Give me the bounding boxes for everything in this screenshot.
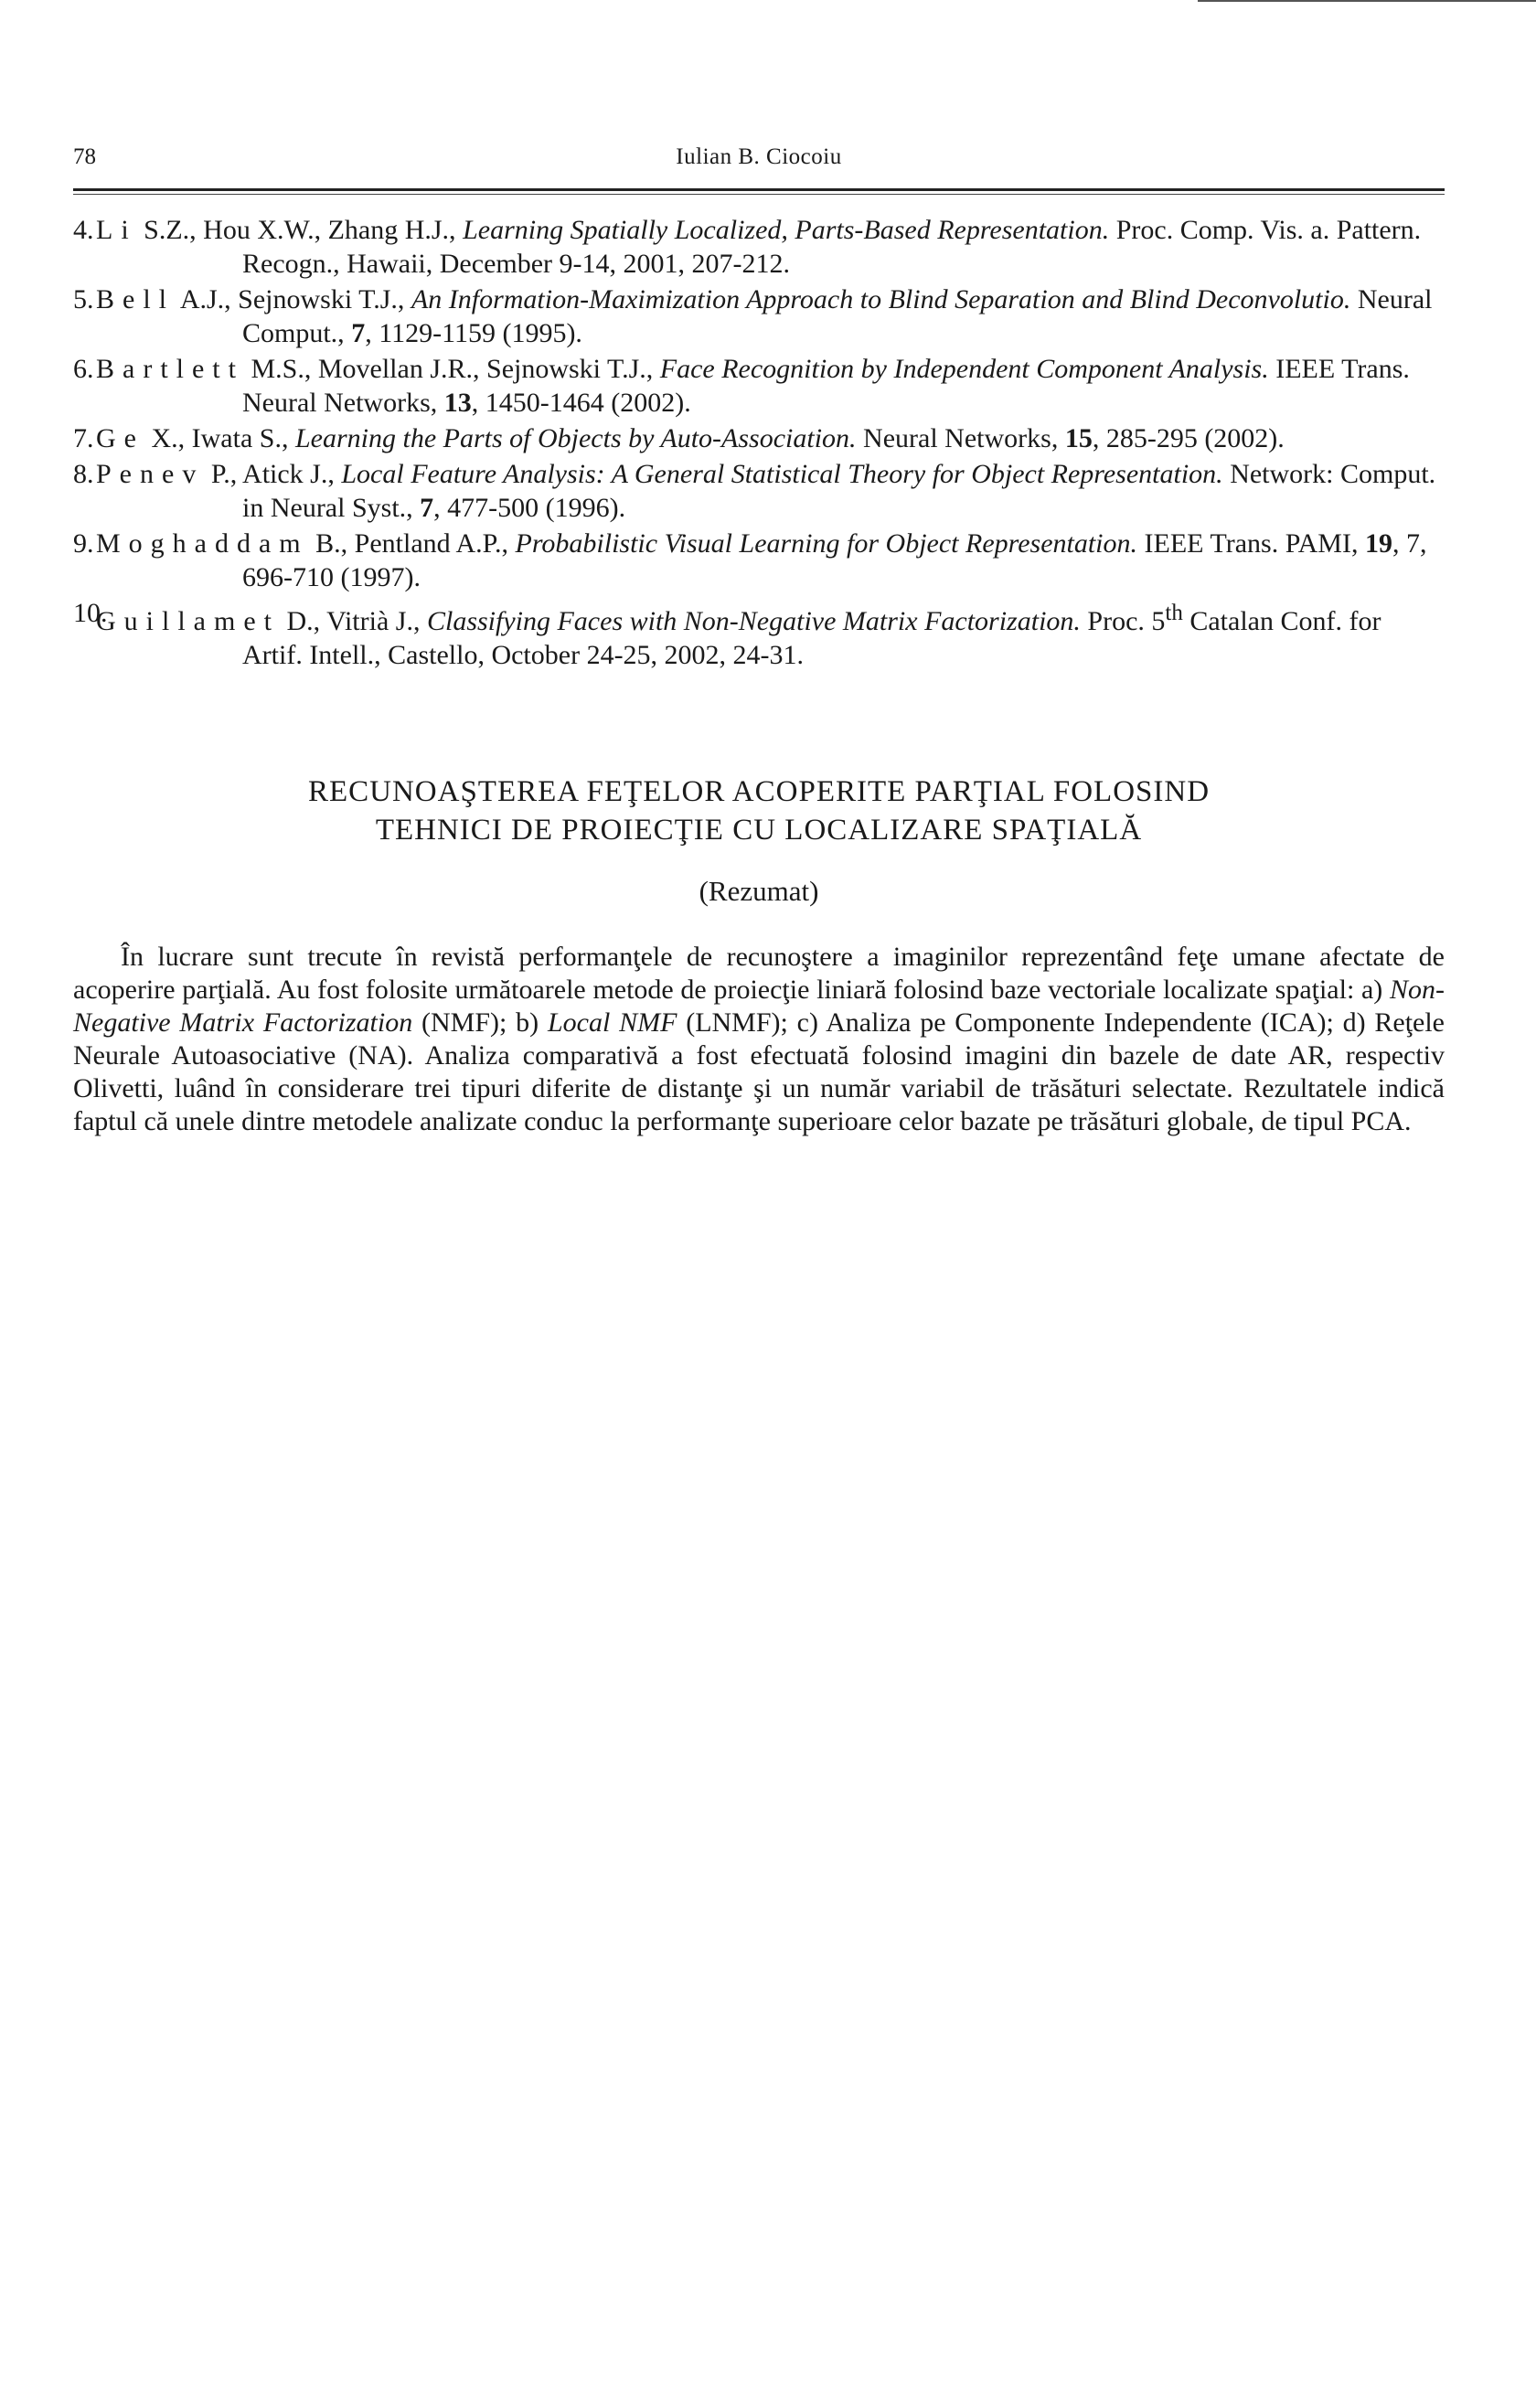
- reference-author-spaced: Guillamet: [96, 606, 280, 636]
- abstract-term: Local NMF: [547, 1007, 677, 1038]
- running-header: [73, 137, 1445, 174]
- header-rule: [73, 188, 1445, 191]
- reference-venue-pre: IEEE Trans. Neural Networks,: [242, 354, 1410, 418]
- reference-number: 9.: [73, 528, 94, 559]
- abstract-text: (LNMF); c) Analiza pe Componente Independente (ICA); d) Reţele Neurale Autoasociative (NA). Analiza comparativă a fost efectuată folosind imagini din bazele de date AR, respectiv Olivetti, luând în considerare trei tipuri diferite de distanţe şi un număr variabil de trăsături selectate. Rezultatele indică faptul că unele dintre metodele analizate conduc la performanţe superioare celor bazate pe trăsături globale, de tipul PCA.: [73, 1007, 1445, 1136]
- reference-authors: M.S., Movellan J.R., Sejnowski T.J.,: [243, 354, 660, 384]
- reference-volume: 15: [1064, 423, 1093, 453]
- reference-list: [73, 213, 1445, 672]
- reference-item: [73, 213, 1445, 281]
- reference-title: Classifying Faces with Non-Negative Matrix Factorization.: [426, 606, 1081, 636]
- reference-title: Face Recognition by Independent Component Analysis.: [659, 354, 1269, 384]
- summary-title-line: TEHNICI DE PROIECŢIE CU LOCALIZARE SPAŢIALĂ: [375, 814, 1143, 847]
- reference-authors: D., Vitrià J.,: [279, 606, 427, 636]
- reference-authors: X., Iwata S.,: [144, 423, 295, 453]
- reference-venue: , 1450-1464 (2002).: [471, 388, 691, 418]
- reference-volume: 13: [443, 388, 472, 418]
- reference-item: [73, 596, 1445, 672]
- abstract-term: Non-Negative Matrix Factorization: [73, 975, 1445, 1038]
- reference-venue-pre: IEEE Trans. PAMI,: [1137, 528, 1365, 559]
- reference-venue: , 477-500 (1996).: [433, 493, 626, 523]
- summary-subtitle: (Rezumat): [699, 875, 819, 907]
- reference-venue-pre: Proc. 5: [1080, 606, 1166, 636]
- reference-number: 10.: [73, 598, 108, 628]
- reference-authors: B., Pentland A.P.,: [308, 528, 516, 559]
- reference-author-spaced: Li: [96, 215, 137, 245]
- reference-venue-pre: Neural Networks,: [856, 423, 1065, 453]
- abstract-text: În lucrare sunt trecute în revistă performanţele de recunoştere a imaginilor reprezentând feţe umane afectate de acoperire parţială. Au fost folosite următoarele metode de proiecţie liniară folosind baze vectoriale localizate spaţial: a): [73, 942, 1445, 1005]
- reference-venue-pre: Neural Comput.,: [242, 284, 1433, 348]
- reference-title: Probabilistic Visual Learning for Object Representation.: [515, 528, 1138, 559]
- reference-number: 5.: [73, 284, 94, 314]
- page-number: 78: [73, 144, 96, 169]
- reference-item: [73, 352, 1445, 420]
- reference-title: Learning Spatially Localized, Parts-Based Representation.: [463, 215, 1110, 245]
- reference-author-spaced: Moghaddam: [96, 528, 309, 559]
- reference-title: Local Feature Analysis: A General Statistical Theory for Object Representation.: [341, 459, 1223, 489]
- reference-venue: , 7, 696-710 (1997).: [242, 528, 1427, 592]
- reference-number: 7.: [73, 423, 94, 453]
- reference-number: 6.: [73, 354, 94, 384]
- reference-authors: A.J., Sejnowski T.J.,: [175, 284, 411, 314]
- summary-title-line: RECUNOAŞTEREA FEŢELOR ACOPERITE PARŢIAL FOLOSIND: [307, 775, 1211, 808]
- reference-item: [73, 457, 1445, 525]
- abstract-text: (NMF); b): [412, 1007, 548, 1038]
- page: [73, 137, 1445, 1138]
- reference-volume: 7: [420, 493, 434, 523]
- header-rule-thin: [73, 194, 1445, 195]
- reference-item: [73, 527, 1445, 594]
- reference-authors: P., Atick J.,: [204, 459, 342, 489]
- summary-abstract: [73, 941, 1445, 1138]
- reference-venue: Proc. Comp. Vis. a. Pattern. Recogn., Hawaii, December 9-14, 2001, 207-212.: [242, 215, 1422, 279]
- running-author: Iulian B. Ciocoiu: [676, 144, 842, 169]
- reference-volume: 19: [1364, 528, 1392, 559]
- reference-venue: Catalan Conf. for Artif. Intell., Castello, October 24-25, 2002, 24-31.: [242, 606, 1381, 670]
- reference-number: 4.: [73, 215, 94, 245]
- reference-volume: 7: [351, 318, 366, 348]
- top-edge-line: [1198, 0, 1536, 2]
- summary-title: [73, 772, 1445, 849]
- abstract-paragraph: [73, 941, 1445, 1138]
- reference-superscript: th: [1165, 601, 1183, 625]
- reference-venue: , 285-295 (2002).: [1092, 423, 1285, 453]
- reference-title: Learning the Parts of Objects by Auto-Association.: [294, 423, 857, 453]
- reference-author-spaced: Bell: [96, 284, 175, 314]
- reference-venue-pre: Network: Comput. in Neural Syst.,: [242, 459, 1436, 523]
- reference-item: [73, 421, 1445, 455]
- reference-authors: S.Z., Hou X.W., Zhang H.J.,: [136, 215, 464, 245]
- reference-author-spaced: Ge: [96, 423, 144, 453]
- reference-title: An Information-Maximization Approach to Blind Separation and Blind Deconvolutio.: [411, 284, 1351, 314]
- reference-venue: , 1129-1159 (1995).: [365, 318, 582, 348]
- reference-number: 8.: [73, 459, 94, 489]
- reference-item: [73, 282, 1445, 350]
- reference-author-spaced: Penev: [96, 459, 205, 489]
- reference-author-spaced: Bartlett: [96, 354, 244, 384]
